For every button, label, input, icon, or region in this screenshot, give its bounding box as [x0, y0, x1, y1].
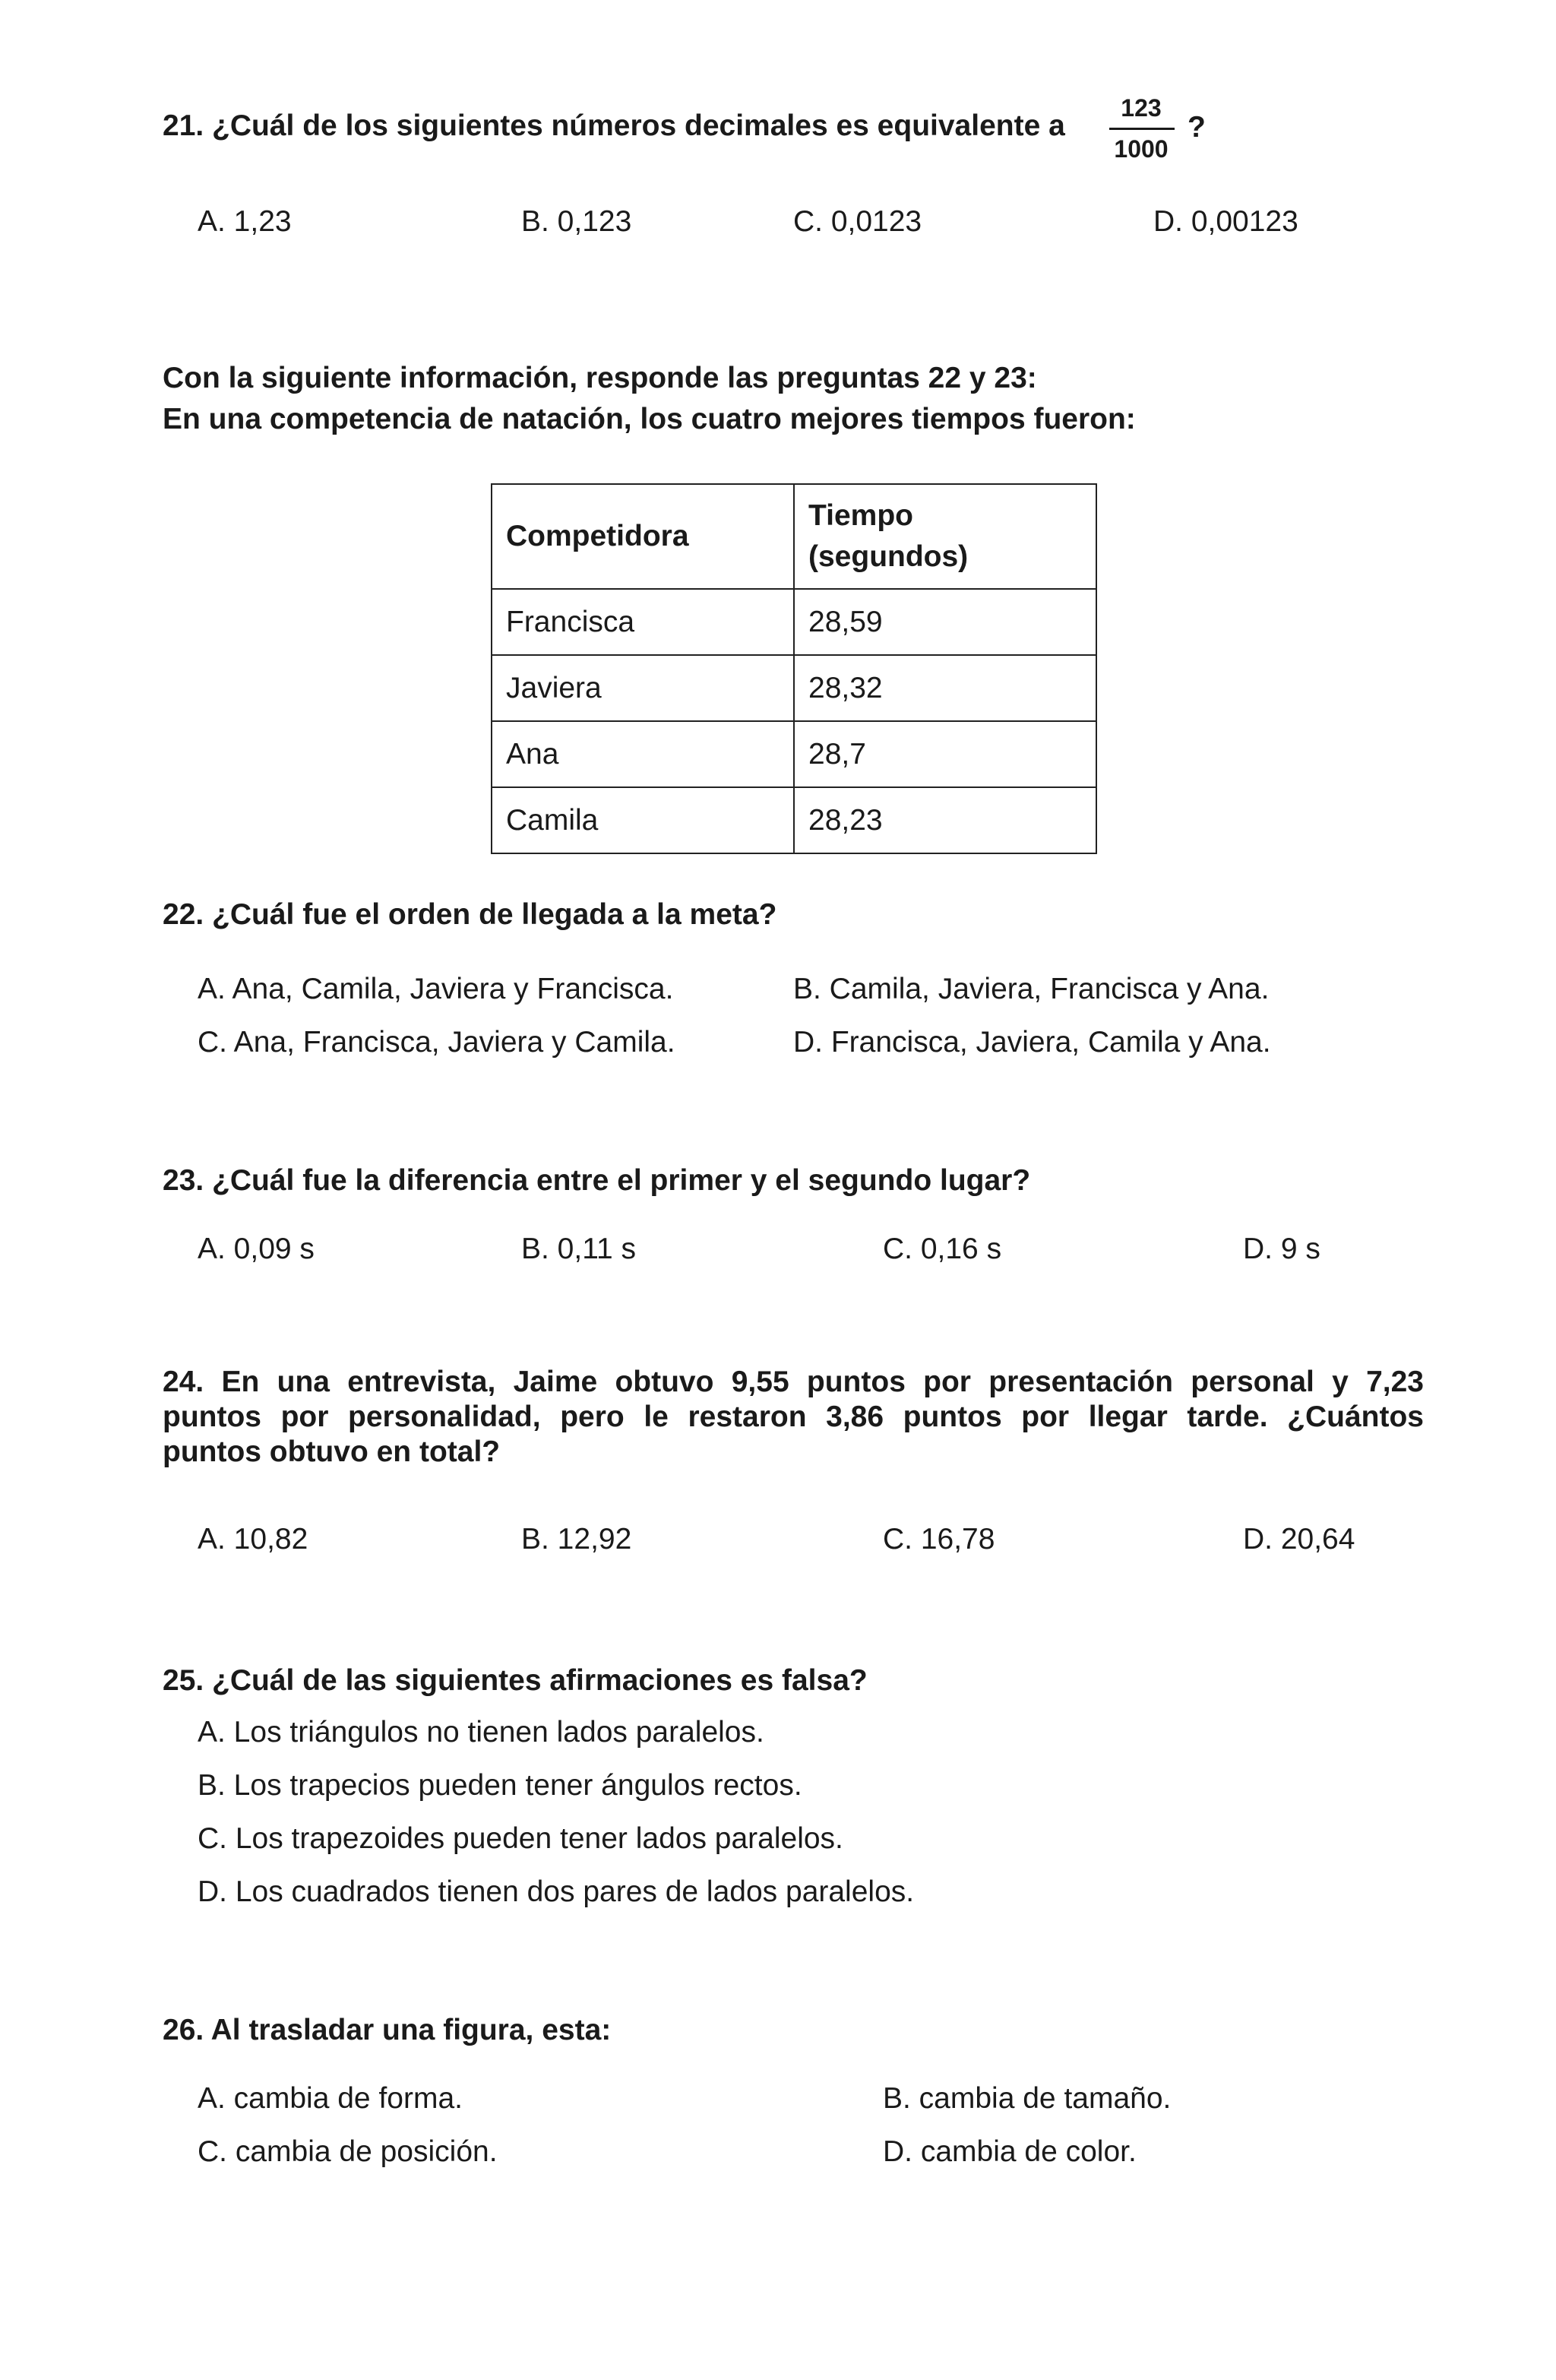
row-time: 28,59 [794, 589, 1096, 655]
intro-line-1: Con la siguiente información, responde las preguntas 22 y 23: [163, 362, 1037, 394]
row-name: Ana [492, 721, 794, 787]
q21-option-d: D. 0,00123 [1153, 205, 1298, 238]
swim-times-table [491, 483, 1097, 854]
table-header-row [492, 484, 1096, 589]
table-row [492, 721, 1096, 787]
q21-option-c: C. 0,0123 [793, 205, 922, 238]
header-time-line-1: Tiempo [808, 499, 913, 532]
q26-option-b: B. cambia de tamaño. [883, 2082, 1172, 2115]
q22-option-c: C. Ana, Francisca, Javiera y Camila. [198, 1026, 675, 1059]
q24-option-c: C. 16,78 [883, 1523, 995, 1556]
q22-option-a: A. Ana, Camila, Javiera y Francisca. [198, 973, 674, 1005]
intro-line-2: En una competencia de natación, los cuatro mejores tiempos fueron: [163, 403, 1136, 435]
question-21: 21. ¿Cuál de los siguientes números decimales es equivalente a [163, 109, 1065, 142]
q26-option-d: D. cambia de color. [883, 2135, 1137, 2168]
q25-option-c: C. Los trapezoides pueden tener lados paralelos. [198, 1822, 843, 1855]
question-24-line-2: puntos por personalidad, pero le restaron 3,86 puntos por llegar tarde. ¿Cuántos [163, 1400, 1424, 1433]
fraction-bar [1109, 128, 1175, 130]
q21-option-a: A. 1,23 [198, 205, 292, 238]
q24-option-b: B. 12,92 [521, 1523, 632, 1556]
q23-option-a: A. 0,09 s [198, 1233, 315, 1265]
header-time-line-2: (segundos) [808, 540, 969, 573]
row-name: Francisca [492, 589, 794, 655]
row-name: Camila [492, 787, 794, 853]
question-24-line-1: 24. En una entrevista, Jaime obtuvo 9,55 puntos por presentación personal y 7,23 [163, 1366, 1424, 1398]
question-24-line-3: puntos obtuvo en total? [163, 1435, 501, 1468]
question-21-end: ? [1188, 111, 1206, 144]
q25-option-b: B. Los trapecios pueden tener ángulos rectos. [198, 1769, 802, 1802]
table-row [492, 589, 1096, 655]
q23-option-b: B. 0,11 s [521, 1233, 637, 1265]
q23-option-c: C. 0,16 s [883, 1233, 1002, 1265]
q22-option-d: D. Francisca, Javiera, Camila y Ana. [793, 1026, 1271, 1059]
q24-option-d: D. 20,64 [1243, 1523, 1355, 1556]
q25-option-a: A. Los triángulos no tienen lados paralelos. [198, 1716, 764, 1749]
question-26: 26. Al trasladar una figura, esta: [163, 2014, 612, 2046]
fraction-denominator: 1000 [1114, 135, 1169, 163]
q24-option-a: A. 10,82 [198, 1523, 308, 1556]
row-time: 28,23 [794, 787, 1096, 853]
q23-option-d: D. 9 s [1243, 1233, 1320, 1265]
question-25: 25. ¿Cuál de las siguientes afirmaciones es falsa? [163, 1664, 868, 1697]
header-time [794, 484, 1096, 589]
row-time: 28,7 [794, 721, 1096, 787]
q21-option-b: B. 0,123 [521, 205, 632, 238]
table-row [492, 655, 1096, 721]
q26-option-a: A. cambia de forma. [198, 2082, 463, 2115]
q25-option-d: D. Los cuadrados tienen dos pares de lados paralelos. [198, 1875, 915, 1908]
fraction-numerator: 123 [1121, 94, 1162, 122]
q22-option-b: B. Camila, Javiera, Francisca y Ana. [793, 973, 1270, 1005]
question-23: 23. ¿Cuál fue la diferencia entre el primer y el segundo lugar? [163, 1164, 1031, 1197]
row-name: Javiera [492, 655, 794, 721]
question-22: 22. ¿Cuál fue el orden de llegada a la meta? [163, 898, 777, 931]
header-competitor: Competidora [492, 484, 794, 589]
question-24 [163, 1365, 1424, 1470]
row-time: 28,32 [794, 655, 1096, 721]
table-row [492, 787, 1096, 853]
q26-option-c: C. cambia de posición. [198, 2135, 498, 2168]
